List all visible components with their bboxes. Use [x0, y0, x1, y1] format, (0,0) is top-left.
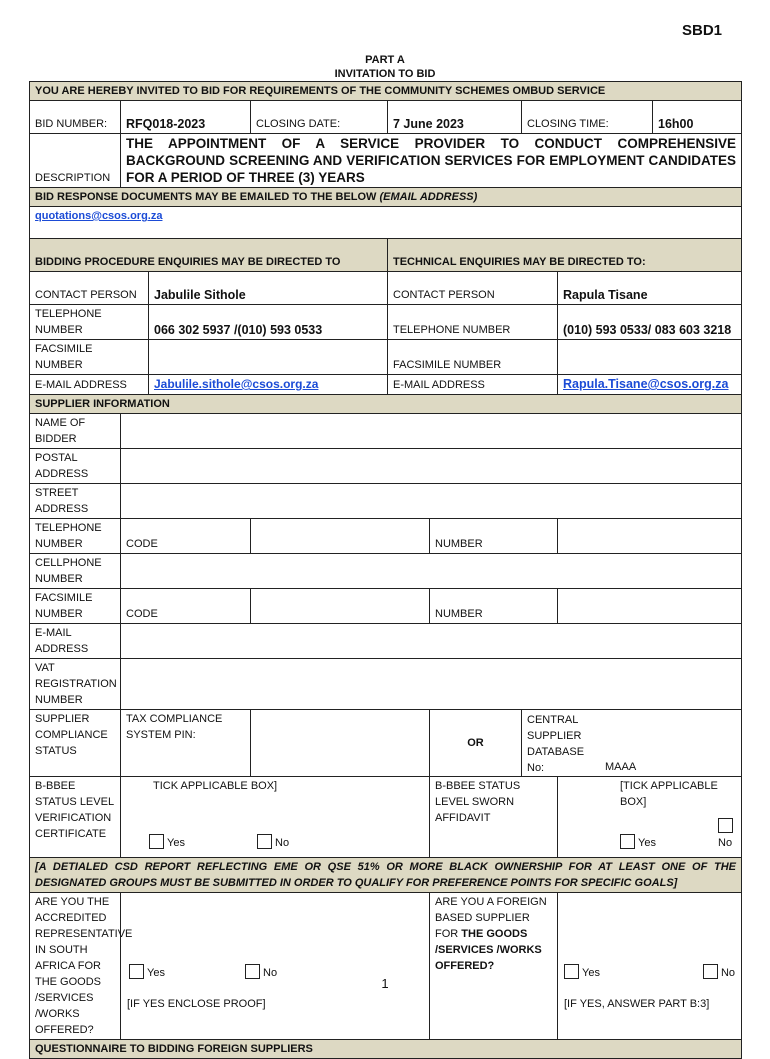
cert-no-option[interactable]	[257, 834, 289, 851]
compliance-status-label: SUPPLIER COMPLIANCE STATUS	[30, 710, 121, 777]
tax-pin-field[interactable]	[251, 710, 430, 777]
supplier-header: SUPPLIER INFORMATION	[30, 395, 742, 414]
bidder-name-field[interactable]	[121, 414, 742, 449]
closing-time-value[interactable]: 16h00	[653, 101, 742, 134]
response-email-link[interactable]: quotations@csos.org.za	[35, 210, 163, 222]
closing-date-label: CLOSING DATE:	[251, 101, 388, 134]
supplier-email-label: E-MAIL ADDRESS	[30, 624, 121, 659]
form-code: SBD1	[681, 22, 722, 39]
supplier-telephone-label: TELEPHONE NUMBER	[30, 519, 121, 554]
affidavit-no-option[interactable]	[718, 818, 741, 851]
invite-header: YOU ARE HEREBY INVITED TO BID FOR REQUIREMENTS OF THE COMMUNITY SCHEMES OMBUD SERVICE	[30, 82, 742, 101]
affidavit-yes-checkbox[interactable]	[620, 834, 635, 849]
telephone-code-value[interactable]	[251, 519, 430, 554]
bidding-contact-value[interactable]: Jabulile Sithole	[149, 272, 388, 305]
bbbee-certificate-cell	[121, 777, 430, 858]
foreign-question-text: ARE YOU A FOREIGN BASED SUPPLIER FOR	[435, 896, 547, 940]
telephone-number-value[interactable]	[558, 519, 742, 554]
closing-time-label: CLOSING TIME:	[522, 101, 653, 134]
accredited-question: ARE YOU THE ACCREDITED REPRESENTATIVE IN SOUTH AFRICA FOR THE GOODS /SERVICES /WORKS OFFERED?	[30, 893, 121, 1040]
affidavit-no-label: No	[718, 837, 733, 849]
postal-address-field[interactable]	[121, 449, 742, 484]
response-header-italic: (EMAIL ADDRESS)	[379, 191, 478, 203]
telephone-number-field[interactable]	[430, 519, 558, 554]
csd-report-note: [A DETIALED CSD REPORT REFLECTING EME OR QSE 51% OR MORE BLACK OWNERSHIP FOR AT LEAST ONE OF THE DESIGNATED GROUPS MUST BE SUBMITTED IN ORDER TO QUALIFY FOR PREFERENCE POINTS FOR SPECIFIC GOALS]	[30, 858, 742, 893]
page-number: 1	[381, 976, 389, 991]
questionnaire-header: QUESTIONNAIRE TO BIDDING FOREIGN SUPPLIERS	[30, 1040, 742, 1059]
tick-box-label-2: [TICK APPLICABLE BOX]	[620, 780, 718, 808]
bid-number-label: BID NUMBER:	[30, 101, 121, 134]
bidding-telephone-label: TELEPHONE NUMBER	[30, 305, 149, 340]
csd-cell[interactable]	[522, 710, 742, 777]
accredited-no-label: No	[263, 967, 278, 979]
accredited-yes-label: Yes	[147, 967, 165, 979]
technical-enquiries-header: TECHNICAL ENQUIRIES MAY BE DIRECTED TO:	[388, 239, 742, 272]
bid-number-value[interactable]: RFQ018-2023	[121, 101, 251, 134]
bidding-contact-label: CONTACT PERSON	[30, 272, 149, 305]
bidding-fax-label: FACSIMILE NUMBER	[30, 340, 149, 375]
bidding-telephone-value[interactable]: 066 302 5937 /(010) 593 0533	[149, 305, 388, 340]
description-label: DESCRIPTION	[30, 134, 121, 188]
street-address-field[interactable]	[121, 484, 742, 519]
form-title: INVITATION TO BID	[334, 68, 436, 80]
cert-no-checkbox[interactable]	[257, 834, 272, 849]
bidding-email-link[interactable]: Jabulile.sithole@csos.org.za	[154, 377, 319, 391]
telephone-code-field[interactable]	[121, 519, 251, 554]
postal-address-label: POSTAL ADDRESS	[30, 449, 121, 484]
enclose-proof-note: [IF YES ENCLOSE PROOF]	[127, 998, 266, 1010]
fax-number-field[interactable]	[430, 589, 558, 624]
technical-contact-value[interactable]: Rapula Tisane	[558, 272, 742, 305]
technical-email-cell	[558, 375, 742, 395]
street-address-label: STREET ADDRESS	[30, 484, 121, 519]
supplier-fax-label: FACSIMILE NUMBER	[30, 589, 121, 624]
bbbee-certificate-label: B-BBEE STATUS LEVEL VERIFICATION CERTIFICATE	[30, 777, 121, 858]
bidding-enquiries-header: BIDDING PROCEDURE ENQUIRIES MAY BE DIRECTED TO	[30, 239, 388, 272]
vat-field[interactable]	[121, 659, 742, 710]
accredited-answer-cell	[121, 893, 430, 1040]
foreign-question-bold: THE GOODS /SERVICES /WORKS OFFERED?	[435, 928, 542, 972]
cert-no-label: No	[275, 837, 290, 849]
foreign-yes-label: Yes	[582, 967, 600, 979]
foreign-supplier-question	[430, 893, 558, 1040]
bbbee-affidavit-label: B-BBEE STATUS LEVEL SWORN AFFIDAVIT	[430, 777, 558, 858]
cellphone-field[interactable]	[121, 554, 742, 589]
fax-code-field[interactable]	[121, 589, 251, 624]
technical-fax-value[interactable]	[558, 340, 742, 375]
closing-date-value[interactable]: 7 June 2023	[388, 101, 522, 134]
or-label: OR	[430, 710, 522, 777]
bidder-name-label: NAME OF BIDDER	[30, 414, 121, 449]
technical-telephone-value[interactable]: (010) 593 0533/ 083 603 3218	[558, 305, 742, 340]
affidavit-yes-option[interactable]	[620, 834, 656, 851]
fax-number-value[interactable]	[558, 589, 742, 624]
foreign-no-label: No	[720, 967, 736, 979]
response-header	[30, 188, 742, 207]
technical-email-link[interactable]: Rapula.Tisane@csos.org.za	[563, 377, 729, 391]
response-header-text: BID RESPONSE DOCUMENTS MAY BE EMAILED TO THE BELOW	[35, 191, 377, 203]
foreign-answer-cell	[558, 893, 742, 1040]
fax-number-label: NUMBER	[435, 608, 483, 620]
affidavit-yes-label: Yes	[638, 837, 656, 849]
csd-prefix: MAAA	[605, 761, 637, 773]
foreign-answer-note: [IF YES, ANSWER PART B:3]	[564, 998, 710, 1010]
description-value[interactable]: THE APPOINTMENT OF A SERVICE PROVIDER TO CONDUCT COMPREHENSIVE BACKGROUND SCREENING AND VERIFICATION SERVICES FOR EMPLOYMENT CANDIDATES FOR A PERIOD OF THREE (3) YEARS	[121, 134, 742, 188]
cert-yes-label: Yes	[167, 837, 185, 849]
bid-form	[29, 81, 741, 1059]
cellphone-label: CELLPHONE NUMBER	[30, 554, 121, 589]
technical-telephone-label: TELEPHONE NUMBER	[388, 305, 558, 340]
technical-fax-label: FACSIMILE NUMBER	[388, 340, 558, 375]
vat-label: VAT REGISTRATION NUMBER	[30, 659, 121, 710]
csd-label: CENTRAL SUPPLIER DATABASE No:	[527, 714, 585, 774]
bbbee-affidavit-cell	[558, 777, 742, 858]
tick-box-label-1: TICK APPLICABLE BOX]	[153, 780, 278, 792]
fax-code-label: CODE	[126, 608, 158, 620]
affidavit-no-checkbox[interactable]	[718, 818, 733, 833]
bidding-email-cell	[149, 375, 388, 395]
supplier-email-field[interactable]	[121, 624, 742, 659]
tax-pin-label: TAX COMPLIANCE SYSTEM PIN:	[121, 710, 251, 777]
bidding-email-label: E-MAIL ADDRESS	[30, 375, 149, 395]
technical-email-label: E-MAIL ADDRESS	[388, 375, 558, 395]
cert-yes-checkbox[interactable]	[149, 834, 164, 849]
part-label: PART A	[365, 54, 405, 66]
cert-yes-option[interactable]	[149, 834, 185, 851]
fax-code-value[interactable]	[251, 589, 430, 624]
technical-contact-label: CONTACT PERSON	[388, 272, 558, 305]
bidding-fax-value[interactable]	[149, 340, 388, 375]
response-email-cell	[30, 207, 742, 239]
telephone-code-label: CODE	[126, 538, 158, 550]
telephone-number-label: NUMBER	[435, 538, 483, 550]
